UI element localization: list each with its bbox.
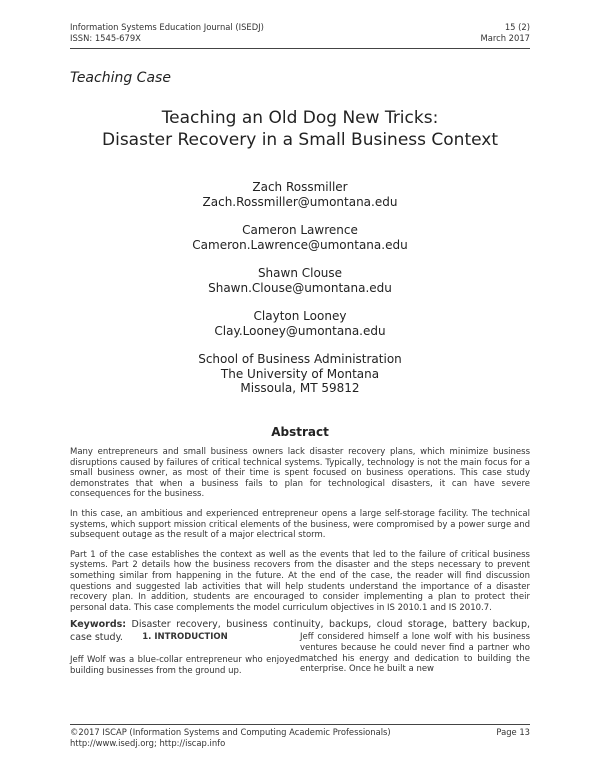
abstract-body xyxy=(70,447,530,644)
author-block xyxy=(0,180,600,209)
issue-date: March 2017 xyxy=(480,33,530,43)
affiliation-school: School of Business Administration xyxy=(198,352,402,366)
page-number: Page 13 xyxy=(496,727,530,737)
introduction-text-right: Jeff considered himself a lone wolf with his business ventures because he could never find a partner who matched his energy and dedication to building the enterprise. Once he built a new xyxy=(300,632,530,675)
author-name: Clayton Looney xyxy=(253,309,347,323)
author-list xyxy=(0,180,600,396)
author-block xyxy=(0,309,600,338)
abstract-paragraph-1: Many entrepreneurs and small business owners lack disaster recovery plans, which minimize business disruptions caused by failures of critical technical systems. Typically, technology is not the main focus for a small business owner, as most of their time is spent focused on business operations. This case study demonstrates that when a business fails to plan for technological disasters, it can have severe consequences for the business. xyxy=(70,447,530,500)
body-column-right xyxy=(300,632,530,675)
issn: ISSN: 1545-679X xyxy=(70,33,141,43)
abstract-paragraph-3: Part 1 of the case establishes the context as well as the events that led to the failure of critical business systems. Part 2 details how the business recovers from the disaster and the steps necessary to prevent something similar from happening in the future. At the end of the case, the reader will find discussion questions and suggested lab activities that will help students understand the importance of a disaster recovery plan. In addition, students are encouraged to consider implementing a plan to protect their personal data. This case complements the model curriculum objectives in IS 2010.1 and IS 2010.7. xyxy=(70,549,530,613)
abstract-paragraph-2: In this case, an ambitious and experienced entrepreneur opens a large self-storage facility. The technical systems, which support mission critical elements of the business, were compromised by a power surge and subsequent outage as the result of a major electrical storm. xyxy=(70,508,530,541)
title-line-2: Disaster Recovery in a Small Business Context xyxy=(102,130,498,150)
footer-rule xyxy=(70,724,530,725)
keywords-text: Disaster recovery, business continuity, backups, cloud storage, battery backup, case study. xyxy=(70,619,530,644)
author-email: Shawn.Clouse@umontana.edu xyxy=(208,280,392,295)
journal-name: Information Systems Education Journal (ISEDJ) xyxy=(70,22,264,32)
body-column-left xyxy=(70,632,300,676)
author-name: Zach Rossmiller xyxy=(252,180,348,194)
title-line-1: Teaching an Old Dog New Tricks: xyxy=(161,108,439,128)
author-block xyxy=(0,266,600,295)
case-label: Teaching Case xyxy=(70,70,171,86)
author-email: Cameron.Lawrence@umontana.edu xyxy=(192,237,408,252)
introduction-text-left: Jeff Wolf was a blue-collar entrepreneur who enjoyed building businesses from the ground up. xyxy=(70,654,300,676)
footer-urls: http://www.isedj.org; http://iscap.info xyxy=(70,738,226,748)
author-email: Zach.Rossmiller@umontana.edu xyxy=(202,194,398,209)
author-name: Shawn Clouse xyxy=(257,266,343,280)
keywords-label: Keywords: xyxy=(70,619,127,631)
affiliation xyxy=(0,352,600,396)
affiliation-university: The University of Montana xyxy=(220,366,380,381)
author-name: Cameron Lawrence xyxy=(242,223,358,237)
page-footer xyxy=(70,727,530,749)
abstract-heading: Abstract xyxy=(271,425,329,439)
copyright: ©2017 ISCAP (Information Systems and Computing Academic Professionals) xyxy=(70,727,391,737)
header-rule xyxy=(70,48,530,49)
affiliation-location: Missoula, MT 59812 xyxy=(240,381,360,395)
running-header xyxy=(70,22,530,44)
section-heading-introduction: 1. INTRODUCTION xyxy=(142,632,228,642)
issue-number: 15 (2) xyxy=(504,22,530,32)
author-email: Clay.Looney@umontana.edu xyxy=(214,323,386,338)
paper-title xyxy=(0,107,600,151)
author-block xyxy=(0,223,600,252)
